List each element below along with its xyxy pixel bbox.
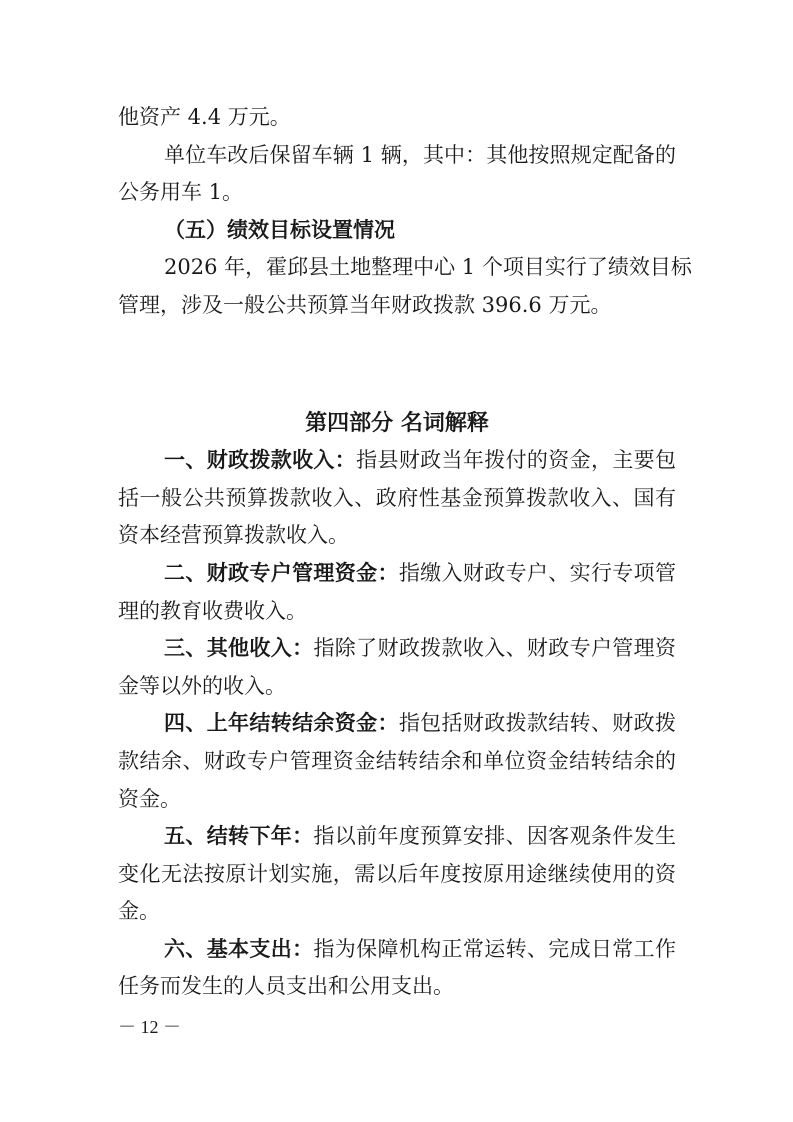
text-line: 变化无法按原计划实施，需以后年度按原用途继续使用的资 [118, 861, 676, 886]
section-subheading: （五）绩效目标设置情况 [164, 217, 395, 242]
definition-term: 四、上年结转结余资金： [164, 711, 399, 736]
definition-item [118, 630, 676, 705]
page-number: － 12 － [118, 1017, 181, 1037]
text-line: 款结余、财政专户管理资金结转结余和单位资金结转结余的 [118, 748, 676, 773]
definition-text: 指为保障机构正常运转、完成日常工作 [313, 936, 677, 961]
text-line: 括一般公共预算拨款收入、政府性基金预算拨款收入、国有 [118, 485, 676, 510]
text-line [118, 931, 676, 969]
definition-item [118, 818, 676, 931]
definition-text: 指县财政当年拨付的资金，主要包 [356, 448, 677, 473]
text-line: 金等以外的收入。 [118, 673, 286, 698]
text-line: 2026 年，霍邱县土地整理中心 1 个项目实行了绩效目标 [164, 255, 692, 280]
text-line: 理的教育收费收入。 [118, 598, 307, 623]
text-line: 资金。 [118, 786, 181, 811]
page-title: 第四部分 名词解释 [305, 410, 489, 436]
text-line [118, 442, 676, 480]
document-body [118, 99, 692, 1006]
definition-text: 指缴入财政专户、实行专项管 [398, 560, 677, 585]
text-line: 管理，涉及一般公共预算当年财政拨款 396.6 万元。 [118, 292, 612, 317]
text-line: 他资产 4.4 万元。 [118, 105, 291, 129]
text-line: 任务而发生的人员支出和公用支出。 [118, 974, 454, 999]
definition-term: 五、结转下年： [164, 824, 314, 849]
definition-text: 指以前年度预算安排、因客观条件发生 [313, 824, 677, 849]
definition-term: 三、其他收入： [164, 636, 314, 661]
definition-item [118, 555, 676, 630]
definition-text: 指除了财政拨款收入、财政专户管理资 [313, 636, 677, 661]
text-line [118, 555, 676, 593]
definition-item [118, 442, 676, 555]
text-line [118, 705, 676, 743]
definitions-list [118, 442, 676, 1006]
text-line [118, 630, 676, 668]
definition-term: 六、基本支出： [164, 936, 314, 961]
definition-term: 一、财政拨款收入： [164, 448, 357, 473]
text-line: 资本经营预算拨款收入。 [118, 523, 349, 548]
definition-text: 指包括财政拨款结转、财政拨 [398, 711, 677, 736]
text-line [118, 818, 676, 856]
text-line: 单位车改后保留车辆 1 辆，其中：其他按照规定配备的 [164, 142, 676, 167]
text-line: 公务用车 1。 [118, 180, 244, 205]
definition-item [118, 705, 676, 818]
definition-item [118, 931, 676, 1006]
text-line: 金。 [118, 899, 160, 924]
definition-term: 二、财政专户管理资金： [164, 560, 399, 585]
